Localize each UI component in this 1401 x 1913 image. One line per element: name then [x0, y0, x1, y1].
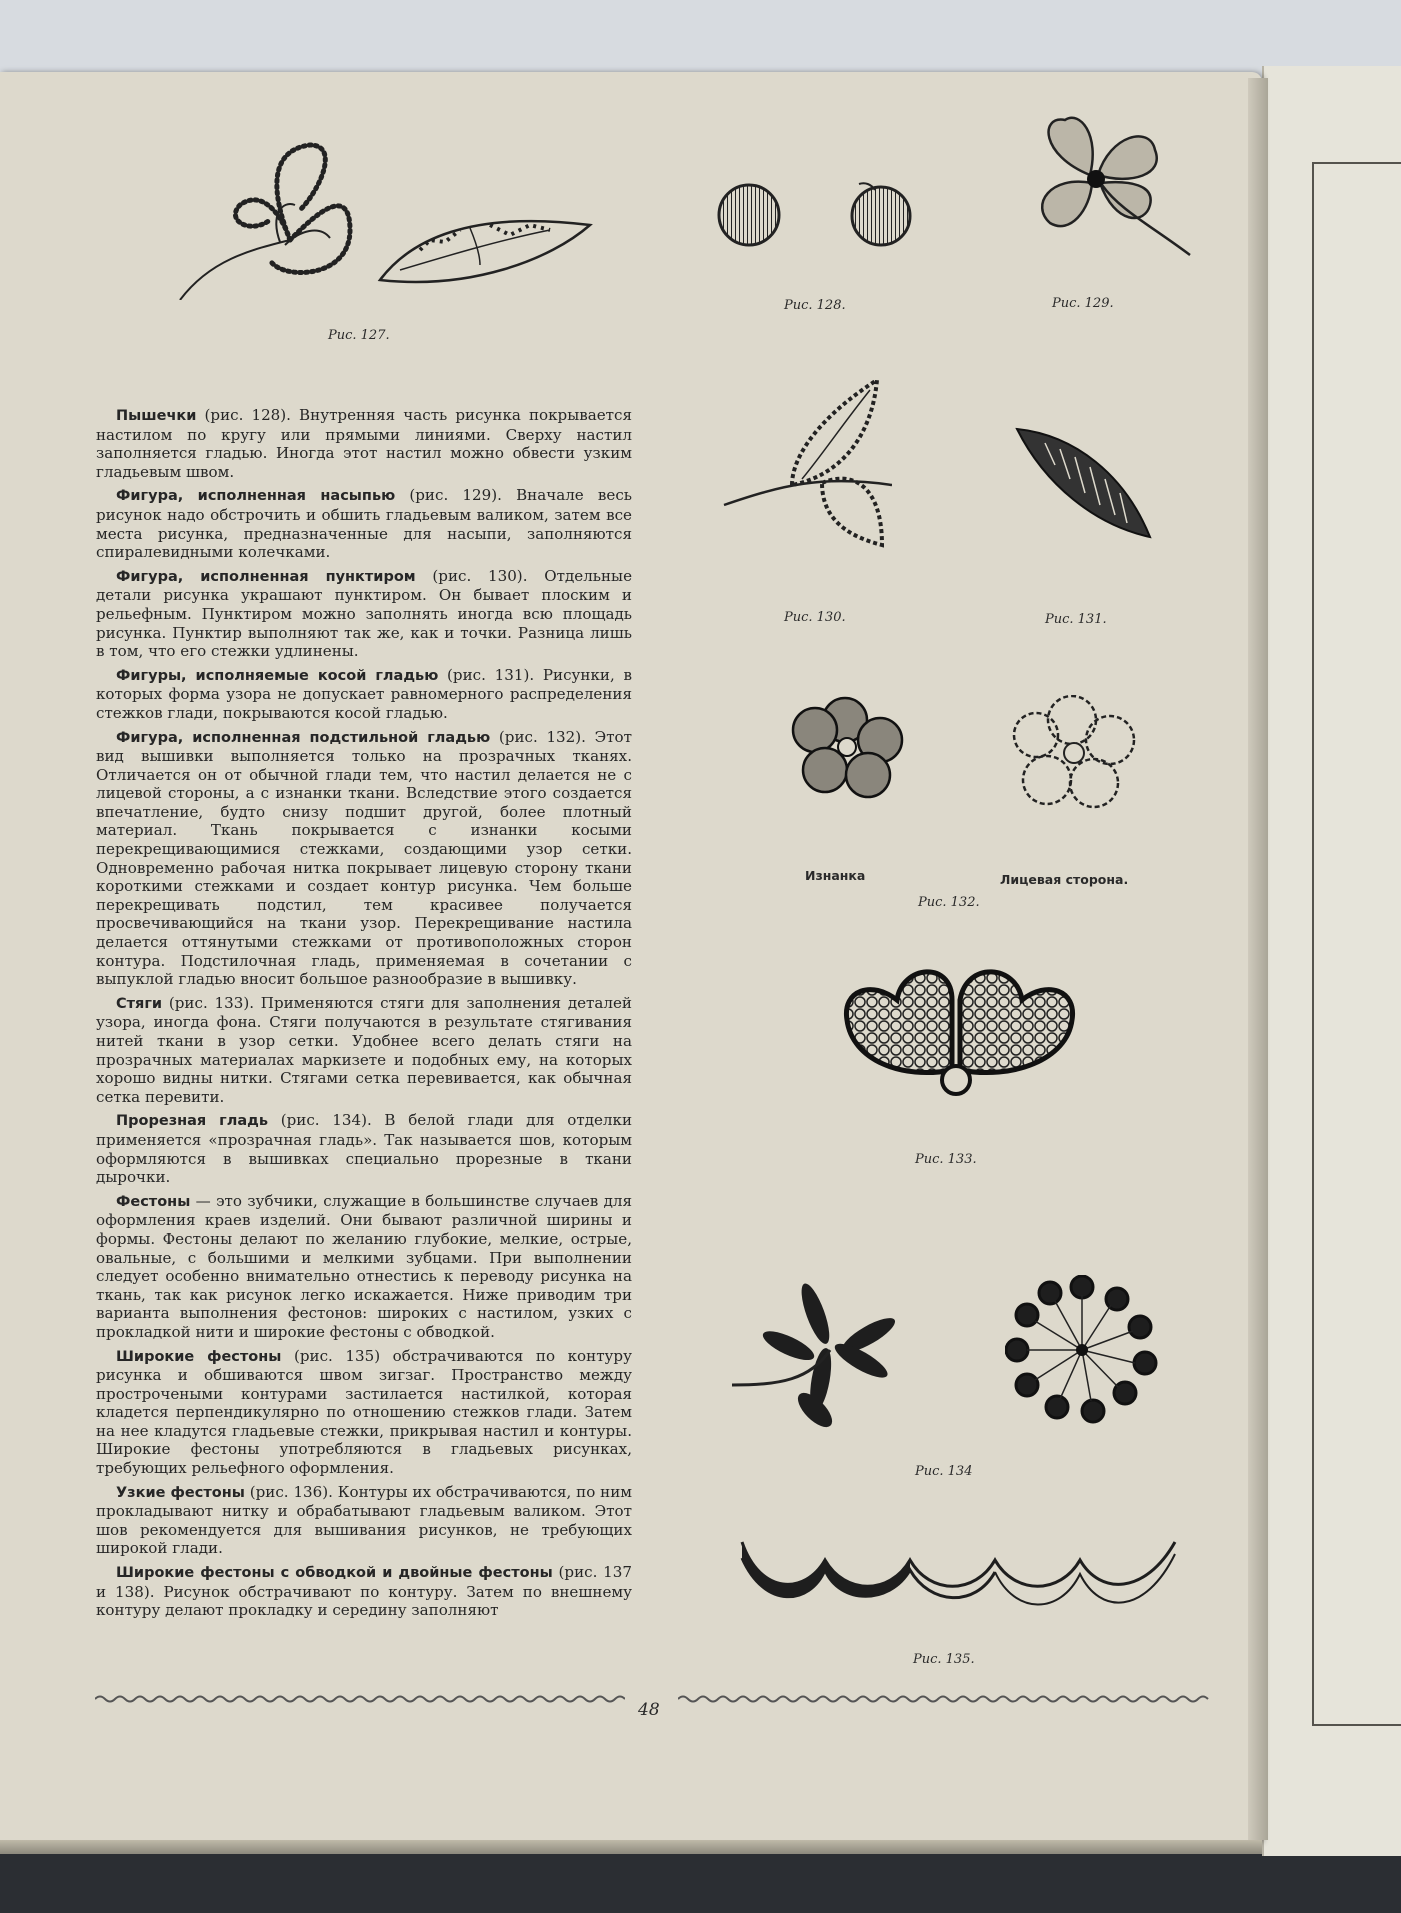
caption-fig-132: Рис. 132.	[918, 895, 980, 910]
paragraph	[96, 567, 632, 661]
paragraph-heading: Широкие фестоны с обводкой и двойные фестоны	[116, 1565, 553, 1582]
figure-131-illustration	[1015, 425, 1155, 540]
body-text	[96, 406, 632, 1625]
figure-134-wheel-illustration	[1005, 1275, 1160, 1425]
caption-fig-129: Рис. 129.	[1052, 296, 1114, 311]
paragraph-heading: Фестоны	[116, 1193, 191, 1210]
paragraph-body: (рис. 130). Отдельные детали рисунка украшают пунктиром. Он бывает плоским и рельефным. Пунктиром можно заполнять иногда всю площадь рисунка. Пунктир выполняют так же, как и точки. Разница лишь в том, что его стежки удлинены.	[96, 566, 633, 661]
paragraph-body: (рис. 134). В белой глади для отделки применяется «прозрачная гладь». Так называется шов, которым оформляются в вышивках специально прорезные в ткани дырочки.	[96, 1111, 632, 1187]
figure-133-illustration	[842, 960, 1077, 1100]
paragraph	[96, 728, 632, 989]
paragraph-heading: Стяги	[116, 995, 163, 1012]
figure-130-illustration	[722, 375, 892, 550]
paragraph-body: (рис. 135) обстрачиваются по контуру рисунка и обшиваются швом зигзаг. Пространство между прострочеными контурами застилается настилкой, которая кладется перпендикулярно по отношению стежков глади. Затем на нее кладутся гладьевые стежки, прикрывая настил и контуры. Широкие фестоны употребляются в гладьевых рисунках, требующих рельефного оформления.	[96, 1346, 632, 1478]
paragraph-body: (рис. 137 и 138). Рисунок обстрачивают по контуру. Затем по внешнему контуру делают прокладку и середину заполняют	[96, 1563, 632, 1620]
figure-128-illustration	[715, 178, 925, 253]
caption-fig-133: Рис. 133.	[915, 1152, 977, 1167]
figure-127-illustration	[170, 130, 610, 300]
paragraph	[96, 406, 632, 481]
caption-fig-135: Рис. 135.	[913, 1652, 975, 1667]
background-strip	[0, 0, 1401, 78]
paragraph-body: (рис. 129). Вначале весь рисунок надо обстрочить и обшить гладьевым валиком, затем все места рисунка, предназначенные для насыпи, заполняются спиралевидными колечками.	[96, 486, 632, 562]
figure-135-illustration	[740, 1540, 1180, 1620]
figure-134-flower-illustration	[730, 1270, 910, 1430]
caption-fig-130: Рис. 130.	[784, 610, 846, 625]
paragraph-body: (рис. 132). Этот вид вышивки выполняется только на прозрачных тканях. Отличается он от обычной глади тем, что настил делается не с лицевой стороны, а с изнанки ткани. Вследствие этого создается впечатление, будто снизу подшит другой, более плотный материал. Ткань покрывается с изнанки косыми перекрещивающимися стежками, создающими узор сетки. Одновременно рабочая нитка покрывает лицевую сторону ткани короткими стежками и создает контур рисунка. Чем больше перекрещивать подстил, тем красивее получается просвечивающийся на ткани узор. Перекрещивание настила делается оттянутыми стежками от противоположных сторон контура. Подстилочная гладь, применяемая в сочетании с выпуклой гладью вносит большое разнообразие в вышивку.	[96, 727, 632, 989]
caption-fig-127: Рис. 127.	[328, 328, 390, 343]
next-page	[1262, 66, 1401, 1856]
paragraph-body: (рис. 133). Применяются стяги для заполнения деталей узора, иногда фона. Стяги получаются в результате стягивания нитей ткани в узор сетки. Удобнее всего делать стяги на прозрачных материалах маркизете и подобных ему, на которых хорошо видны нитки. Стягами сетка перевивается, как обычная сетка перевити.	[96, 993, 632, 1106]
footer-ornament-right	[678, 1693, 1213, 1705]
label-front-side: Лицевая сторона.	[1000, 872, 1129, 887]
paragraph	[96, 994, 632, 1107]
figure-129-illustration	[1020, 115, 1195, 265]
caption-fig-128: Рис. 128.	[784, 298, 846, 313]
paragraph-body: (рис. 128). Внутренняя часть рисунка покрывается настилом по кругу или прямыми линиями. Сверху настил заполняется гладью. Иногда этот настил можно обвести узким гладьевым швом.	[96, 406, 632, 481]
paragraph	[96, 1483, 632, 1558]
next-page-frame	[1312, 162, 1401, 1726]
paragraph-body: (рис. 136). Контуры их обстрачиваются, по ним прокладывают нитку и обрабатывают гладьевым валиком. Этот шов рекомендуется для вышивания рисунков, не требующих широкой глади.	[96, 1482, 632, 1558]
paragraph	[96, 666, 632, 723]
paragraph-heading: Пышечки	[116, 408, 197, 424]
page-number: 48	[638, 1700, 660, 1720]
caption-fig-131: Рис. 131.	[1045, 612, 1107, 627]
paragraph	[96, 1111, 632, 1186]
paragraph	[96, 1563, 632, 1620]
paragraph-heading: Фигура, исполненная насыпью	[116, 488, 396, 505]
paragraph	[96, 486, 632, 561]
caption-fig-134: Рис. 134	[915, 1464, 973, 1479]
paragraph	[96, 1192, 632, 1342]
paragraph-heading: Фигуры, исполняемые косой гладью	[116, 667, 439, 684]
page-edge	[1248, 78, 1268, 1840]
figure-132-front-illustration	[1012, 695, 1137, 815]
figure-132-back-illustration	[790, 695, 905, 800]
paragraph-body: — это зубчики, служащие в большинстве случаев для оформления краев изделий. Они бывают различной ширины и формы. Фестоны делают по желанию глубокие, мелкие, острые, овальные, с большими и мелкими зубцами. При выполнении следует особенно внимательно отнестись к переводу рисунка на ткань, так как рисунок легко искажается. Ниже приводим три варианта выполнения фестонов: широких с настилом, узких с прокладкой нити и широкие фестоны с обводкой.	[96, 1191, 632, 1341]
paragraph-heading: Прорезная гладь	[116, 1113, 269, 1130]
paragraph	[96, 1347, 632, 1478]
paragraph-heading: Широкие фестоны	[116, 1348, 282, 1365]
paragraph-heading: Узкие фестоны	[116, 1484, 245, 1501]
paragraph-body: (рис. 131). Рисунки, в которых форма узора не допускает равномерного распределения стежков глади, покрываются косой гладью.	[96, 665, 632, 722]
paragraph-heading: Фигура, исполненная пунктиром	[116, 568, 416, 585]
label-back-side: Изнанка	[805, 868, 866, 883]
footer-ornament-left	[95, 1693, 625, 1705]
paragraph-heading: Фигура, исполненная подстильной гладью	[116, 729, 491, 746]
page-bottom-edge	[0, 1840, 1262, 1854]
